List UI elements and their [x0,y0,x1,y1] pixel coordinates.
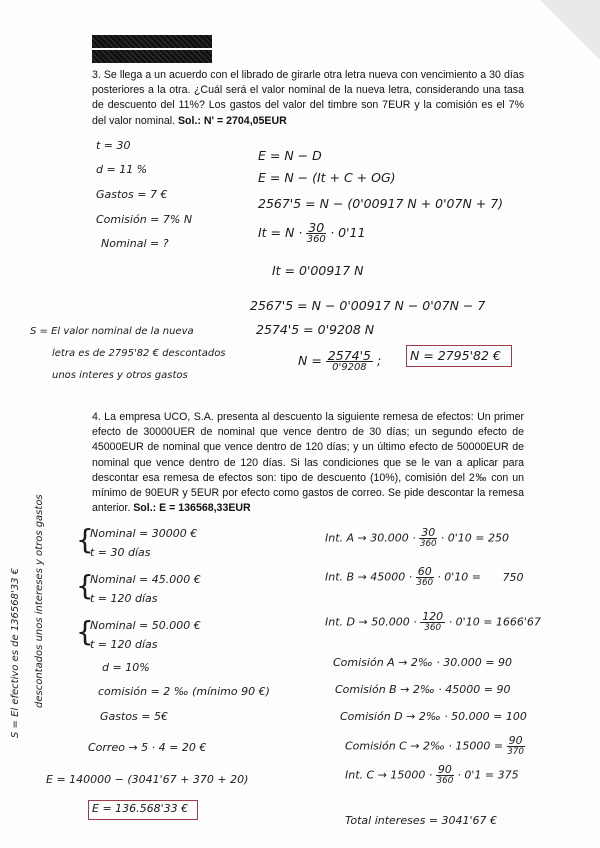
fraction-d: $\frac{120}{360}$ [422,610,444,633]
q3-step-7: 2574'5 = 0'9208 N [256,322,375,337]
q3-step-3: 2567'5 = N − (0'00917 N + 0'07N + 7) [258,196,504,211]
effect-2-t: t = 120 días [90,592,158,605]
calc-total-intereses: Total intereses = 3041'67 € [345,814,498,827]
calc-com-a: Comisión A → 2‰ · 30.000 = 90 [333,656,512,669]
q3-step-5: It = 0'00917 N [272,263,364,278]
effect-2-nominal: Nominal = 45.000 € [90,573,201,586]
q4-vertical-note-2: descontados unos intereses y otros gastos [34,494,45,708]
question-3-solution: Sol.: N' = 2704,05EUR [177,114,287,127]
brace-effect-3: { [76,615,94,648]
calc-com-b: Comisión B → 2‰ · 45000 = 90 [335,683,511,696]
q4-result: E = 136.568'33 € [92,802,189,815]
fraction-com-c: $\frac{90}{370}$ [507,734,524,757]
q4-gastos: Gastos = 5€ [100,710,168,723]
calc-int-a: Int. A → 30.000 · $\frac{30}{360}$ · 0'10 = 250 [325,526,509,549]
effect-3-t: t = 120 días [90,638,158,651]
calc-com-c: Comisión C → 2‰ · 15000 = $\frac{90}{370}$ [345,734,524,757]
calc-int-c: Int. C → 15000 · $\frac{90}{360}$ · 0'1 = 375 [345,763,519,786]
q3-step-1: E = N − D [258,148,322,163]
q3-data-gastos: Gastos = 7 € [96,188,168,201]
redacted-name-1 [92,35,212,48]
q3-data-t: t = 30 [96,139,131,152]
q3-note-line-2: letra es de 2795'82 € descontados [52,348,226,359]
calc-int-b: Int. B → 45000 · $\frac{60}{360}$ · 0'10 = 750 [325,565,524,588]
calc-com-d: Comisión D → 2‰ · 50.000 = 100 [340,710,527,723]
q3-note-line-3: unos interes y otros gastos [52,370,188,381]
q4-formula: E = 140000 − (3041'67 + 370 + 20) [46,773,249,786]
q3-note-line-1: S = El valor nominal de la nueva [30,326,194,337]
q3-step-4: It = N · $\frac{30}{360}$ · 0'11 [258,220,366,245]
effect-3-nominal: Nominal = 50.000 € [90,619,201,632]
q3-result: N = 2795'82 € [410,348,501,363]
q3-fraction-final: $\frac{2574'5}{0'9208}$ [327,348,371,373]
q3-fraction-30-360: $\frac{30}{360}$ [306,220,326,245]
fraction-c: $\frac{90}{360}$ [436,763,454,786]
q4-d: d = 10% [102,661,150,674]
q4-correo: Correo → 5 · 4 = 20 € [88,741,207,754]
q4-comision: comisión = 2 ‰ (mínimo 90 €) [98,685,270,698]
folded-corner [540,0,600,60]
fraction-b: $\frac{60}{360}$ [416,565,434,588]
brace-effect-1: { [76,523,94,556]
q3-step-8: N = $\frac{2574'5}{0'9208}$ ; [298,348,382,373]
q3-data-nominal: Nominal = ? [101,237,169,250]
effect-1-t: t = 30 días [90,546,151,559]
q3-data-comision: Comisión = 7% N [96,213,193,226]
question-4-text: 4. La empresa UCO, S.A. presenta al descuento la siguiente remesa de efectos: Un primer efecto de 30000UER de nominal que vence dentro de 30 días; un segundo efecto de 45000EUR de nominal que vence dentro de 120 días; y un último efecto de 50000EUR de nominal que vence dentro de 120 días. Si las condiciones que se le van a aplicar para descontar esa remesa de efectos son: tipo de descuento (10%), comisión del 2‰ con un mínimo de 90EUR y 5EUR por efecto como gastos de correo. Se pide descontar la remesa anterior. Sol.: E = 136568,33EUR [92,411,524,515]
q4-vertical-note-1: S = El efectivo es de 136568'33 € [10,567,21,738]
redacted-name-2 [92,50,212,63]
q3-data-d: d = 11 % [96,163,148,176]
question-3-text: 3. Se llega a un acuerdo con el librado de girarle otra letra nueva con vencimiento a 30 días posteriores a la otra. ¿Cuál será el valor nominal de la nueva letra, considerando una tasa de descuento del 11%? Los gastos del valor del timbre son 7EUR y la comisión es el 7% del valor nominal. Sol.: N' = 2704,05EUR [92,69,524,127]
brace-effect-2: { [76,569,94,602]
fraction-a: $\frac{30}{360}$ [419,526,437,549]
calc-int-d: Int. D → 50.000 · $\frac{120}{360}$ · 0'10 = 1666'67 [325,610,541,633]
effect-1-nominal: Nominal = 30000 € [90,527,198,540]
q3-step-6: 2567'5 = N − 0'00917 N − 0'07N − 7 [250,298,486,313]
question-4-solution: Sol.: E = 136568,33EUR [133,502,251,515]
q3-step-2: E = N − (It + C + OG) [258,170,396,185]
